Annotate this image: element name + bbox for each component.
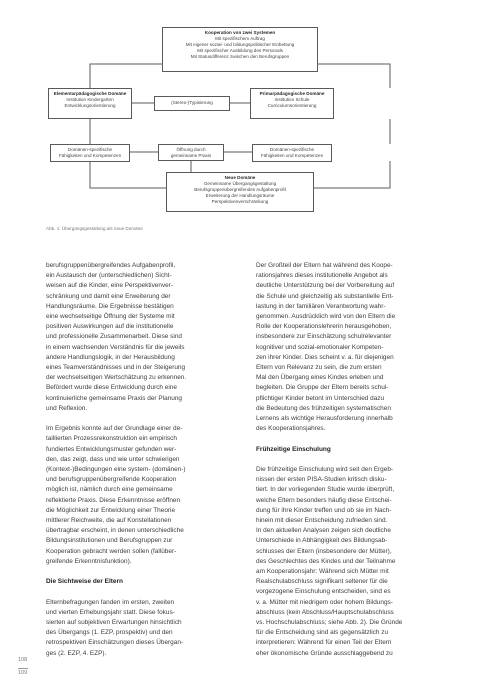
text-line: fundiertes Entwicklungsmuster gefunden wer- [46,445,177,453]
text-line: die Möglichkeit zur Entwicklung einer Theorie [46,506,176,514]
connector-top-left [90,64,162,88]
text-line: Der Großteil der Eltern hat während des Koope- [256,262,393,269]
text-line: und vierten Erhebungsjahr statt. Diese fokus- [46,608,175,616]
text-line: deutliche Unterstützung bei der Vorbereitung auf [256,282,395,290]
paragraph-gap [46,587,218,597]
text-line: und professionelle Zusammenarbeit. Diese sind [46,333,182,341]
text-line: zen ihrer Kinder. Dies scheint v. a. für diejenigen [256,353,394,361]
text-line: vorgezogene Einschulung entscheiden, sind es [256,588,391,596]
text-column-right [256,261,428,659]
paragraph-gap [46,414,218,424]
text-line: dung für ihre Kinder treffen und ob sie im Nach- [256,506,392,514]
text-line: Elternbefragungen fanden im ersten, zweiten [46,598,175,606]
text-line: Befördert wurde diese Entwicklung durch eine [46,384,177,392]
page-number: 109 [18,670,28,676]
text-line: positiven Auswirkungen auf die institutionelle [46,323,174,331]
text-line: Handlungsräume. Die Ergebnisse bestätigen [46,302,174,310]
box-line: Fähigkeiten und Kompetenzen [260,153,324,158]
paragraph-gap [46,567,218,577]
text-line: eine wechselseitige Öffnung der Systeme mit [46,313,175,321]
box-line: Erweiterung der Handlungsräume [205,193,275,198]
text-line: übertragbar erscheint, in denen unterschiedliche [46,527,184,535]
box-line: gemeinsame Praxis [170,153,212,158]
text-line: möglich ist, nämlich durch eine gemeinsame [46,486,173,494]
figure-caption: Abb. 1: Übergangsgestaltung als neue Domäne [46,226,143,231]
text-line: welche Eltern besonders häufig diese Entschei- [256,496,392,504]
text-line: sierten auf subjektiven Erwartungen hinsichtlich [46,619,182,627]
box-title: Elementarpädagogische Domäne [53,91,127,96]
text-line: insbesondere zur Einschätzung schulrelevanter [256,333,392,341]
diagram-box-new-domain [166,172,314,212]
diagram-box-opening [158,144,224,161]
text-line: in einem wachsenden Verständnis für die jeweils [46,343,185,351]
diagram-box-elementary-domain [48,88,132,119]
box-line: Perspektivenverschränkung [211,199,269,204]
text-line: nissen der ersten PISA-Studien kritisch disku- [256,476,387,484]
box-line: Fähigkeiten und Kompetenzen [58,153,122,158]
box-line: Berufsgruppenübergreifendes Aufgabenprofil [194,187,286,192]
text-line: taillierten Prozessrekonstruktion ein empirisch [46,435,177,443]
text-line: schlusses der Eltern (insbesondere der Mütter), [256,547,392,555]
text-line: kontinuierliche gemeinsame Praxis der Planung [46,394,182,402]
box-line: Curriculumsorientierung [267,103,317,108]
text-line: Im Ergebnis konnte auf der Grundlage einer de- [46,425,183,433]
text-line: die Bedeutung des frühzeitigen systematischen [256,404,391,412]
diagram-box-cooperation [162,27,318,72]
text-line: Die frühzeitige Einschulung wird seit den Ergeb- [256,466,394,474]
box-title: Neue Domäne [224,175,256,180]
diagram-box-typing [154,96,230,111]
text-line: greifende Erkenntnisfunktion). [46,557,132,565]
text-line: rationsjahres dieses institutionelle Angebot als [256,272,388,280]
text-line: (Kontext-)Bedingungen eine system- (domänen-) [46,466,186,474]
text-line: Realschulabschluss signifikant seltener für die [256,578,388,586]
text-line: des Übergangs (1. EZP, prospektiv) und den [46,629,173,637]
text-line: eines Teamverständnisses und in der Steigerung [46,364,186,372]
text-line: für die Entscheidung sind als gegensätzlich zu [256,629,389,637]
text-line: interpretieren: Während für einen Teil der Eltern [256,639,392,647]
text-line: pflichtiger Kinder betont im Unterschied dazu [256,394,385,402]
text-line: berufsgruppenübergreifendes Aufgabenprofil, [46,262,176,269]
text-line: ein Austausch der (unterschiedlichen) Sicht- [46,272,172,280]
text-line: andere Handlungslogik, in der Herausbildung [46,353,175,361]
box-line: Mit spezifischem Auftrag [215,36,265,41]
box-line: Mit Statusdifferenz zwischen den Berufsgruppen [190,54,290,59]
connector-right-bottom [314,161,390,188]
text-line: kognitiver und sozial-emotionaler Kompeten- [256,343,384,351]
text-line: abschluss (kein Abschluss/Hauptschulabschluss [256,608,394,616]
box-title: Kooperation von zwei Systemen [204,30,276,35]
diagram-box-left-skills [50,144,130,162]
text-line: retrospektiven Einschätzungen dieses Übergan- [46,639,184,647]
paragraph-gap [256,434,428,444]
text-line: genommen. Ausdrücklich wird von den Eltern die [256,313,396,321]
text-line: der wechselseitigen Wertschätzung zu erkennen. [46,374,187,382]
box-line: Mit spezifischer Ausbildung des Personals [197,48,283,53]
text-line: des Kooperationsjahres. [256,425,326,433]
page-number-divider [18,668,28,669]
text-line: lastung in der familiären Verantwortung wahr- [256,302,386,310]
box-line: Gemeinsame Übergangsgestaltung [203,181,277,186]
box-line: Institution Kindergarten [66,97,114,102]
box-line: Mit eigener sozial- und bildungspolitischer Einbettung [185,42,295,47]
box-title: Primarpädagogische Domäne [259,91,325,96]
text-line: Kooperation gebracht werden sollen (fallüber- [46,547,177,555]
text-line: In den aktuellen Analysen zeigen sich deutliche [256,527,391,535]
text-line: des Geschlechtes des Kindes und der Teilnahme [256,557,396,565]
diagram-box-primary-domain [250,88,334,119]
text-line: reflektierte Praxis. Diese Erkenntnisse eröffnen [46,496,181,504]
text-line: tiert. In der vorliegenden Studie wurde überprüft, [256,486,395,494]
text-line: die Schule und gleichzeitig als substantielle Ent- [256,292,394,300]
box-line: Entwicklungsorientierung [64,103,116,108]
text-column-left [46,261,218,659]
text-line: Mal den Übergang eines Kindes erleben und [256,374,384,382]
box-line: Öffnung durch [176,147,206,152]
text-line: ges (2. EZP, 4. EZP). [46,649,107,657]
connector-left-bottom [90,161,166,188]
diagram-box-right-skills [252,144,332,162]
text-line: den, das zeigt, dass und wie unter schwierigen [46,455,180,463]
text-line: weisen auf die Kinder, eine Perspektivenver- [46,282,174,290]
text-line: Lernens als wichtige Herausforderung innerhalb [256,415,393,423]
box-line: Domänen-spezifische [269,147,315,152]
text-line: hinein mit dieser Entscheidung zufrieden sind. [256,517,388,525]
text-line: mittlerer Reichweite, die auf Konstellationen [46,517,172,525]
text-line: am Kooperationsjahr: Während sich Mütter mit [256,568,389,576]
box-line: Domänen-spezifische [67,147,113,152]
text-line: und Reflexion. [46,404,88,412]
text-line: begleiten. Die Gruppe der Eltern bereits schul- [256,384,389,392]
box-line: (Stereo-)Typisierung [171,100,213,105]
text-line: eher ökonomische Gründe ausschlaggebend zu [256,649,393,657]
section-heading: Die Sichtweise der Eltern [46,578,123,586]
text-line: Bildungsinstitutionen und Berufsgruppen zur [46,537,173,545]
page-number: 108 [18,657,28,663]
box-line: Institution Schule [274,97,310,102]
text-line: Unterschiede in Abhängigkeit des Bildungsab- [256,537,388,545]
text-line: vs. Hochschulabschluss; siehe Abb. 2). Die Gründe [256,619,403,627]
text-line: Rolle der Kooperationslehrerin herausgehoben, [256,323,392,331]
text-line: Eltern von Relevanz zu sein, die zum ersten [256,364,382,372]
paragraph-gap [256,455,428,465]
section-heading: Frühzeitige Einschulung [256,445,331,453]
text-line: v. a. Mütter mit niedrigem oder hohem Bildungs- [256,598,393,606]
connector-top-right [318,64,390,88]
text-line: und berufsgruppenübergreifende Kooperation [46,476,177,484]
text-line: schränkung und damit eine Erweiterung der [46,292,171,300]
